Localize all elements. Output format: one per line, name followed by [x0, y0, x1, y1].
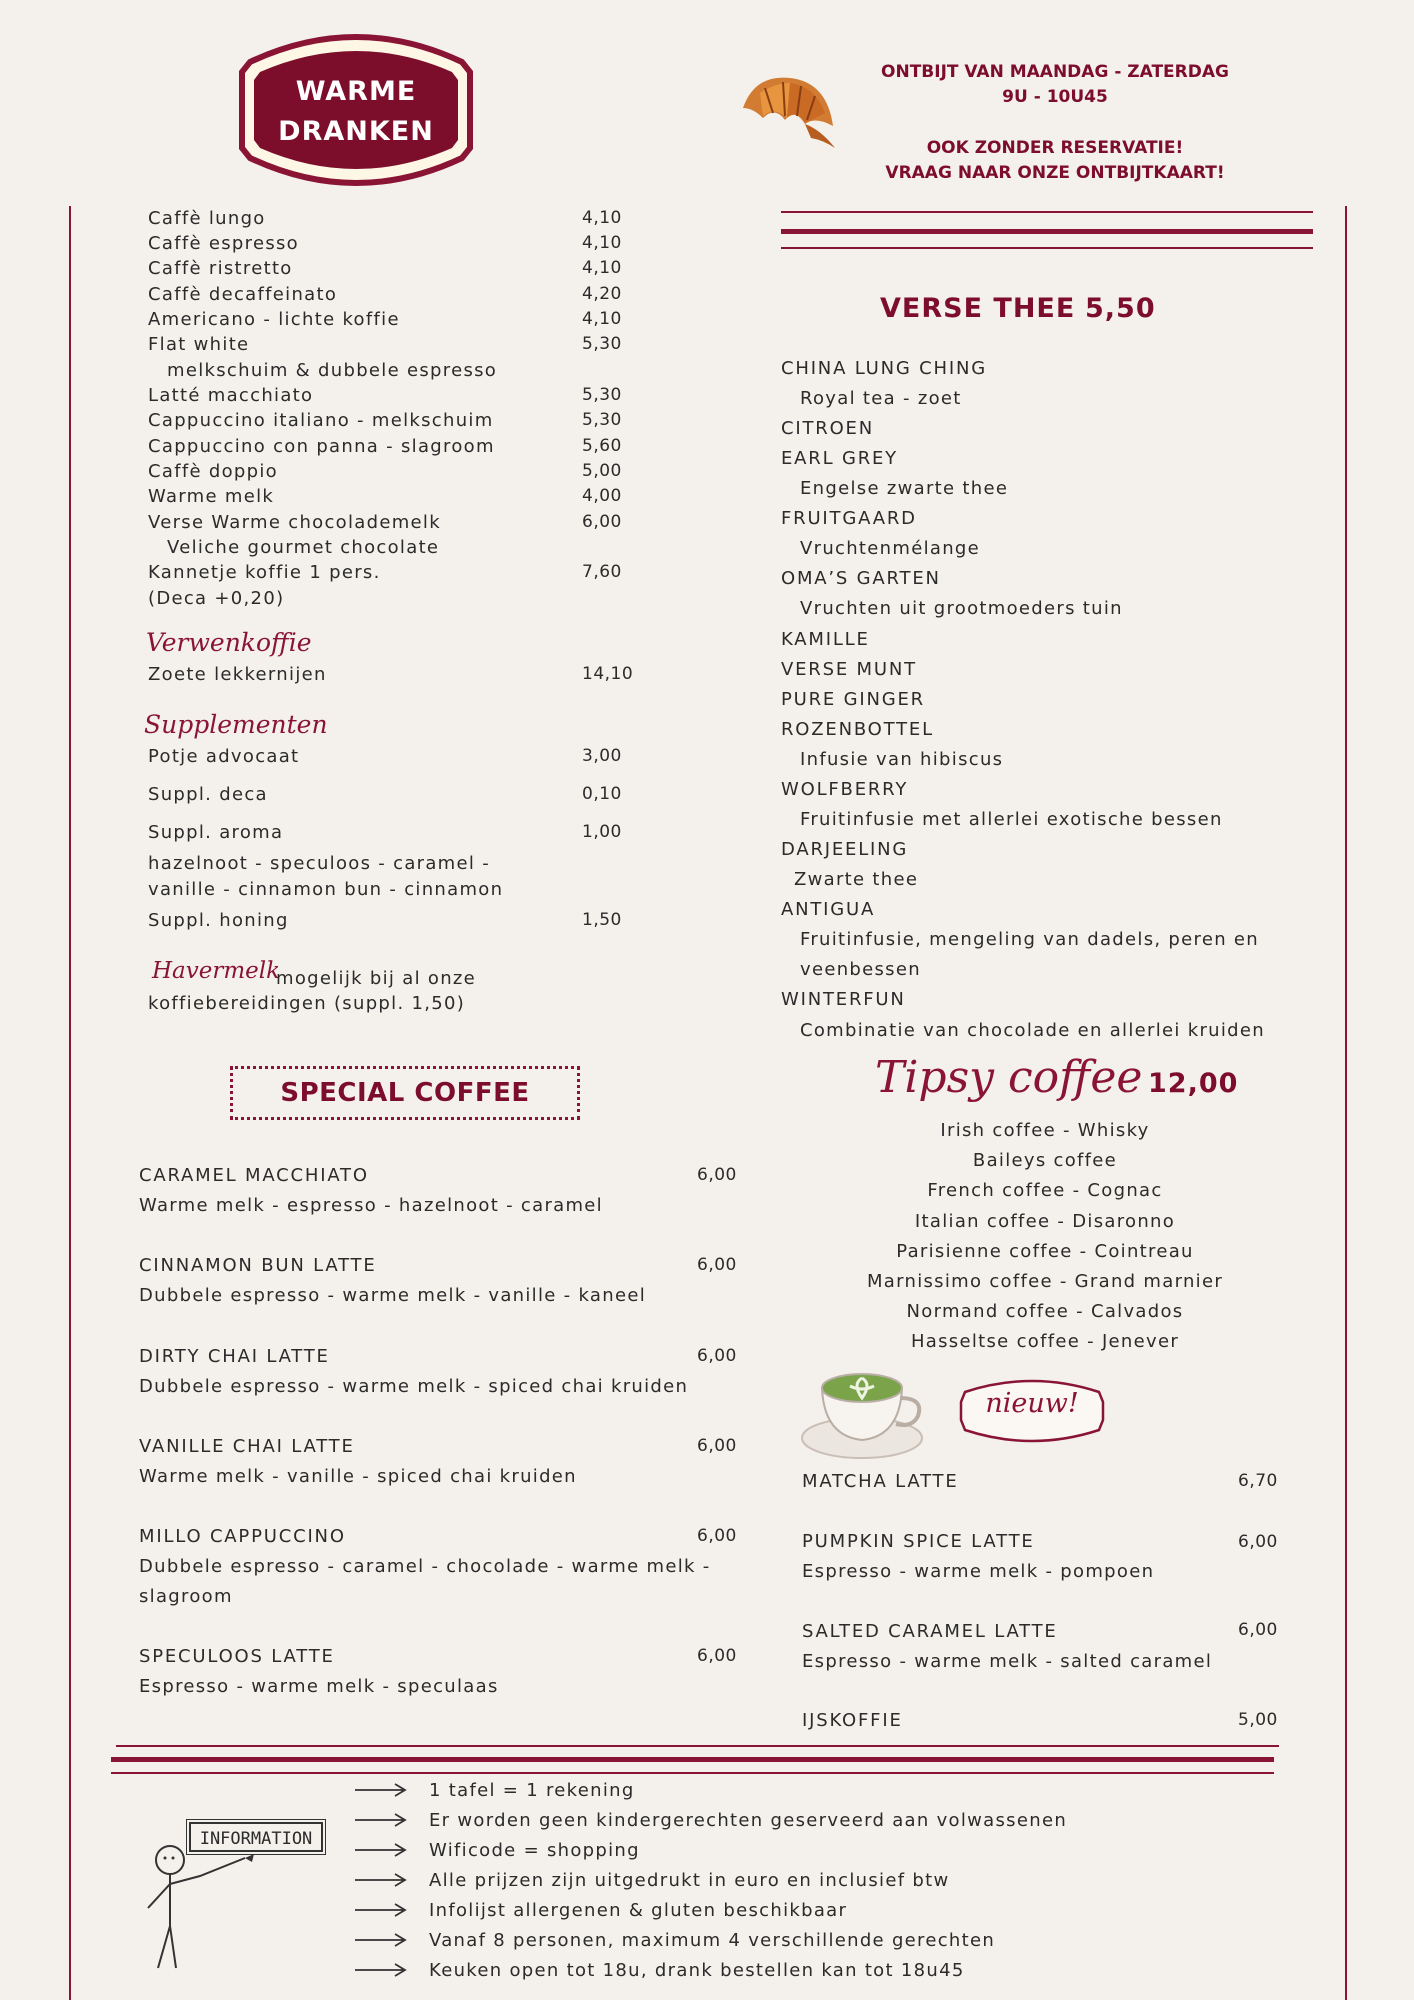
tipsy-item: Irish coffee - Whisky	[940, 1120, 1150, 1141]
coffee-item: Caffè lungo	[148, 208, 266, 229]
havermelk-text: mogelijk bij al onze	[276, 968, 477, 989]
coffee-price: 5,30	[582, 334, 622, 354]
tea-desc: Infusie van hibiscus	[800, 749, 1004, 770]
supplement-item: Suppl. honing	[148, 910, 289, 931]
info-text: Vanaf 8 personen, maximum 4 verschillende gerechten	[429, 1930, 996, 1951]
coffee-item: Caffè doppio	[148, 461, 278, 482]
special-coffee-price: 6,00	[697, 1436, 737, 1456]
supplement-price: 1,50	[582, 910, 622, 930]
supplement-item: Suppl. aroma	[148, 822, 284, 843]
arrow-right-icon	[355, 1962, 407, 1978]
info-text: Wificode = shopping	[429, 1840, 640, 1861]
arrow-right-icon	[355, 1842, 407, 1858]
coffee-price: 5,30	[582, 410, 622, 430]
information-sign: INFORMATION	[189, 1822, 323, 1852]
nieuw-item-price: 6,00	[1238, 1620, 1278, 1640]
nieuw-item-name: IJSKOFFIE	[802, 1710, 903, 1731]
coffee-price: 5,00	[582, 461, 622, 481]
supplement-aroma-options: hazelnoot - speculoos - caramel -	[148, 853, 491, 874]
special-coffee-name: CARAMEL MACCHIATO	[139, 1165, 369, 1186]
tipsy-coffee-price: 12,00	[1148, 1068, 1239, 1099]
tea-name: CITROEN	[781, 418, 874, 439]
coffee-item-desc: melkschuim & dubbele espresso	[167, 360, 498, 381]
matcha-cup-icon	[800, 1358, 930, 1463]
top-right-rule-3	[781, 247, 1313, 249]
coffee-item: Verse Warme chocolademelk	[148, 512, 441, 533]
tea-desc: Combinatie van chocolade en allerlei kruiden	[800, 1020, 1265, 1041]
coffee-item-note: (Deca +0,20)	[148, 588, 285, 609]
tipsy-item: Baileys coffee	[972, 1150, 1118, 1171]
coffee-item: Flat white	[148, 334, 250, 355]
special-coffee-desc: Espresso - warme melk - speculaas	[139, 1676, 499, 1697]
coffee-price: 4,10	[582, 258, 622, 278]
info-text: 1 tafel = 1 rekening	[429, 1780, 635, 1801]
nieuw-item-price: 6,00	[1238, 1532, 1278, 1552]
tea-desc: veenbessen	[800, 959, 921, 980]
special-coffee-price: 6,00	[697, 1526, 737, 1546]
special-coffee-price: 6,00	[697, 1255, 737, 1275]
right-frame-line	[1345, 206, 1347, 2000]
tea-desc: Vruchten uit grootmoeders tuin	[800, 598, 1123, 619]
coffee-item: Americano - lichte koffie	[148, 309, 400, 330]
badge-line-2: DRANKEN	[278, 116, 434, 147]
coffee-price: 6,00	[582, 512, 622, 532]
nieuw-item-desc: Espresso - warme melk - salted caramel	[802, 1651, 1213, 1672]
verwenkoffie-item: Zoete lekkernijen	[148, 664, 327, 685]
havermelk-label: Havermelk	[152, 958, 281, 984]
supplement-item: Suppl. deca	[148, 784, 268, 805]
coffee-item: Kannetje koffie 1 pers.	[148, 562, 381, 583]
coffee-price: 5,30	[582, 385, 622, 405]
coffee-item: Caffè espresso	[148, 233, 299, 254]
special-coffee-price: 6,00	[697, 1646, 737, 1666]
havermelk-text: koffiebereidingen (suppl. 1,50)	[148, 993, 466, 1014]
info-text: Infolijst allergenen & gluten beschikbaar	[429, 1900, 848, 1921]
special-coffee-name: DIRTY CHAI LATTE	[139, 1346, 330, 1367]
coffee-item: Latté macchiato	[148, 385, 314, 406]
arrow-right-icon	[355, 1902, 407, 1918]
warme-dranken-badge	[230, 30, 482, 190]
special-coffee-name: SPECULOOS LATTE	[139, 1646, 335, 1667]
coffee-item: Cappuccino italiano - melkschuim	[148, 410, 494, 431]
nieuw-item-name: SALTED CARAMEL LATTE	[802, 1621, 1058, 1642]
tipsy-item: Normand coffee - Calvados	[906, 1301, 1184, 1322]
bottom-rule-1	[116, 1745, 1279, 1747]
coffee-price: 4,10	[582, 233, 622, 253]
arrow-right-icon	[355, 1812, 407, 1828]
left-frame-line	[69, 206, 71, 2000]
tea-name: VERSE MUNT	[781, 659, 917, 680]
nieuw-badge-text: nieuw!	[985, 1388, 1079, 1419]
special-coffee-name: MILLO CAPPUCCINO	[139, 1526, 346, 1547]
tea-name: ROZENBOTTEL	[781, 719, 934, 740]
coffee-price: 5,60	[582, 436, 622, 456]
bottom-rule-3	[111, 1772, 1274, 1774]
arrow-right-icon	[355, 1872, 407, 1888]
info-text: Keuken open tot 18u, drank bestellen kan tot 18u45	[429, 1960, 965, 1981]
supplement-aroma-options: vanille - cinnamon bun - cinnamon	[148, 879, 504, 900]
coffee-price: 7,60	[582, 562, 622, 582]
coffee-price: 4,10	[582, 309, 622, 329]
coffee-price: 4,20	[582, 284, 622, 304]
special-coffee-price: 6,00	[697, 1165, 737, 1185]
tipsy-item: Marnissimo coffee - Grand marnier	[866, 1271, 1224, 1292]
coffee-item-desc: Veliche gourmet chocolate	[167, 537, 440, 558]
top-right-rule-1	[781, 211, 1313, 213]
nieuw-badge	[957, 1374, 1107, 1446]
bottom-rule-2	[111, 1757, 1274, 1762]
coffee-item: Warme melk	[148, 486, 275, 507]
special-coffee-name: CINNAMON BUN LATTE	[139, 1255, 377, 1276]
verse-thee-price: 5,50	[1085, 293, 1156, 324]
supplementen-title: Supplementen	[144, 710, 328, 739]
coffee-item: Caffè decaffeinato	[148, 284, 338, 305]
supplement-price: 0,10	[582, 784, 622, 804]
tipsy-item: Hasseltse coffee - Jenever	[910, 1331, 1180, 1352]
special-coffee-desc: slagroom	[139, 1586, 233, 1607]
special-coffee-price: 6,00	[697, 1346, 737, 1366]
tipsy-item: French coffee - Cognac	[927, 1180, 1163, 1201]
supplement-price: 1,00	[582, 822, 622, 842]
special-coffee-desc: Warme melk - vanille - spiced chai kruiden	[139, 1466, 577, 1487]
coffee-item: Cappuccino con panna - slagroom	[148, 436, 495, 457]
special-coffee-desc: Dubbele espresso - warme melk - vanille - kaneel	[139, 1285, 646, 1306]
tipsy-item: Parisienne coffee - Cointreau	[896, 1241, 1194, 1262]
breakfast-hours: 9U - 10U45	[1002, 87, 1108, 107]
special-coffee-desc: Dubbele espresso - warme melk - spiced chai kruiden	[139, 1376, 689, 1397]
top-right-rule-2	[781, 229, 1313, 234]
nieuw-item-price: 6,70	[1238, 1471, 1278, 1491]
tea-desc: Zwarte thee	[794, 869, 919, 890]
coffee-price: 4,00	[582, 486, 622, 506]
badge-line-1: WARME	[295, 76, 417, 107]
tea-name: FRUITGAARD	[781, 508, 917, 529]
tea-name: OMA’S GARTEN	[781, 568, 941, 589]
tea-name: KAMILLE	[781, 629, 870, 650]
nieuw-item-price: 5,00	[1238, 1710, 1278, 1730]
croissant-icon	[735, 68, 840, 153]
nieuw-item-name: MATCHA LATTE	[802, 1471, 959, 1492]
tea-desc: Royal tea - zoet	[800, 388, 962, 409]
tea-name: DARJEELING	[781, 839, 909, 860]
supplement-price: 3,00	[582, 746, 622, 766]
tea-name: CHINA LUNG CHING	[781, 358, 987, 379]
tea-name: ANTIGUA	[781, 899, 876, 920]
special-coffee-title: SPECIAL COFFEE	[230, 1066, 580, 1120]
arrow-right-icon	[355, 1932, 407, 1948]
tipsy-coffee-title: Tipsy coffee	[875, 1052, 1143, 1103]
tea-desc: Fruitinfusie met allerlei exotische bessen	[800, 809, 1223, 830]
info-text: Er worden geen kindergerechten geserveerd aan volwassenen	[429, 1810, 1068, 1831]
tea-name: PURE GINGER	[781, 689, 925, 710]
special-coffee-desc: Dubbele espresso - caramel - chocolade - warme melk -	[139, 1556, 711, 1577]
info-text: Alle prijzen zijn uitgedrukt in euro en inclusief btw	[429, 1870, 950, 1891]
arrow-right-icon	[355, 1782, 407, 1798]
special-coffee-name: VANILLE CHAI LATTE	[139, 1436, 355, 1457]
tea-desc: Engelse zwarte thee	[800, 478, 1009, 499]
reservation-note: OOK ZONDER RESERVATIE!	[926, 138, 1184, 158]
tea-desc: Vruchtenmélange	[800, 538, 981, 559]
coffee-item: Caffè ristretto	[148, 258, 293, 279]
verwenkoffie-title: Verwenkoffie	[146, 628, 312, 657]
tea-name: WOLFBERRY	[781, 779, 909, 800]
coffee-price: 4,10	[582, 208, 622, 228]
nieuw-item-desc: Espresso - warme melk - pompoen	[802, 1561, 1155, 1582]
verwenkoffie-price: 14,10	[582, 664, 634, 684]
tipsy-item: Italian coffee - Disaronno	[914, 1211, 1176, 1232]
tea-name: EARL GREY	[781, 448, 898, 469]
breakfast-card-note: VRAAG NAAR ONZE ONTBIJTKAART!	[885, 163, 1225, 183]
verse-thee-title: VERSE THEE	[880, 293, 1076, 324]
special-coffee-desc: Warme melk - espresso - hazelnoot - caramel	[139, 1195, 603, 1216]
breakfast-days: ONTBIJT VAN MAANDAG - ZATERDAG	[881, 62, 1229, 82]
nieuw-item-name: PUMPKIN SPICE LATTE	[802, 1531, 1035, 1552]
tea-name: WINTERFUN	[781, 989, 906, 1010]
tea-desc: Fruitinfusie, mengeling van dadels, peren en	[800, 929, 1260, 950]
supplement-item: Potje advocaat	[148, 746, 300, 767]
